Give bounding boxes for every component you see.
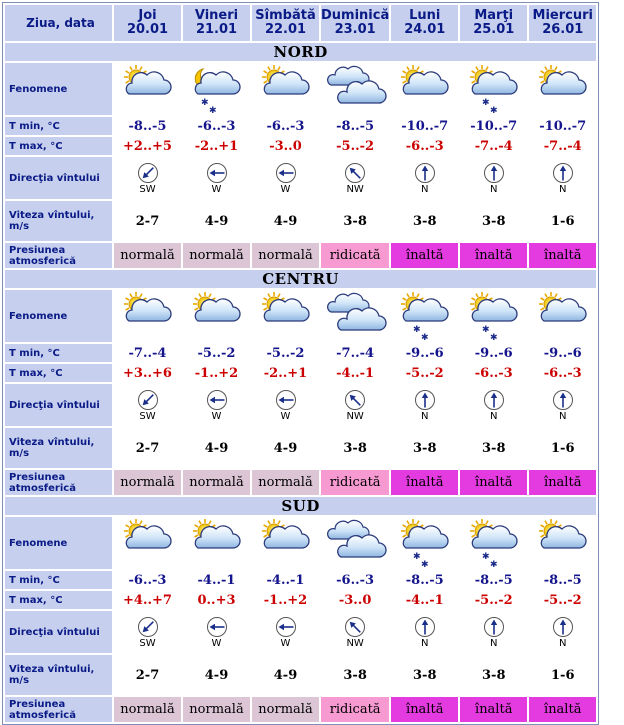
weather-cell xyxy=(529,63,596,115)
day-date: 24.01 xyxy=(404,22,446,37)
wind-direction-text: W xyxy=(280,183,291,195)
tmin-cell: -6..-3 xyxy=(266,118,305,134)
svg-text:✱: ✱ xyxy=(412,325,421,335)
pressure-cell: înaltă xyxy=(391,243,458,268)
pressure-cell: ridicată xyxy=(321,243,389,268)
tmin-cell: -8..-5 xyxy=(474,572,513,588)
wind-arrow-icon xyxy=(252,162,319,184)
wind-direction-text: NW xyxy=(346,637,364,649)
pressure-cell: înaltă xyxy=(460,470,527,495)
sun-cloud-snow-icon xyxy=(460,63,527,115)
day-name: Duminică xyxy=(321,8,390,23)
pressure-row xyxy=(5,243,596,268)
wind-direction-cell xyxy=(114,384,181,426)
wind-speed-cell: 3-8 xyxy=(413,213,437,229)
wind-direction-text: W xyxy=(211,637,222,649)
weather-cell xyxy=(183,290,250,342)
wind-direction-text: N xyxy=(421,183,429,195)
tmin-cell: -5..-2 xyxy=(197,345,236,361)
tmax-row xyxy=(5,364,596,382)
sun-cloud-icon xyxy=(252,63,319,115)
wind-direction-text: W xyxy=(211,183,222,195)
day-header xyxy=(114,5,181,41)
header-row xyxy=(5,5,596,41)
pressure-row xyxy=(5,697,596,722)
wind-direction-cell xyxy=(529,157,596,199)
row-label-press: Presiunea atmosferică xyxy=(5,697,112,722)
wind-speed-cell: 3-8 xyxy=(343,667,367,683)
sun-cloud-icon xyxy=(114,517,181,569)
phenomena-row xyxy=(5,517,596,569)
tmax-cell: +4..+7 xyxy=(123,592,172,608)
tmin-cell: -6..-3 xyxy=(197,118,236,134)
pressure-cell: înaltă xyxy=(529,697,596,722)
pressure-cell: normală xyxy=(183,697,250,722)
day-name: Vineri xyxy=(194,8,239,23)
wind-direction-text: N xyxy=(490,410,498,422)
wind-speed-cell: 4-9 xyxy=(273,667,298,683)
sun-cloud-icon xyxy=(529,517,596,569)
tmin-row xyxy=(5,571,596,589)
sun-cloud-icon xyxy=(183,290,250,342)
row-label-dir: Direcţia vîntului xyxy=(5,611,112,653)
sun-cloud-snow-icon xyxy=(460,517,527,569)
wind-direction-cell xyxy=(183,157,250,199)
wind-arrow-icon xyxy=(460,389,527,411)
pressure-cell: normală xyxy=(114,470,181,495)
wind-arrow-icon xyxy=(321,616,389,638)
tmax-cell: -2..+1 xyxy=(194,138,239,154)
tmax-cell: -6..-3 xyxy=(474,365,513,381)
wind-direction-text: N xyxy=(559,637,567,649)
tmin-cell: -6..-3 xyxy=(336,572,375,588)
tmax-cell: -5..-2 xyxy=(543,592,582,608)
region-name: CENTRU xyxy=(5,270,596,288)
tmax-row xyxy=(5,591,596,609)
row-label-fenomene: Fenomene xyxy=(5,290,112,342)
wind-speed-cell: 4-9 xyxy=(204,667,229,683)
tmin-cell: -8..-5 xyxy=(128,118,167,134)
wind-direction-text: N xyxy=(490,183,498,195)
pressure-cell: înaltă xyxy=(529,243,596,268)
sun-cloud-icon xyxy=(252,290,319,342)
day-date: 23.01 xyxy=(334,22,376,37)
wind-direction-row xyxy=(5,611,596,653)
wind-direction-text: NW xyxy=(346,183,364,195)
wind-arrow-icon xyxy=(114,389,181,411)
day-header xyxy=(391,5,458,41)
pressure-cell: înaltă xyxy=(460,697,527,722)
tmax-cell: -5..-2 xyxy=(336,138,375,154)
wind-speed-cell: 3-8 xyxy=(343,213,367,229)
wind-direction-row xyxy=(5,384,596,426)
wind-direction-cell xyxy=(252,611,319,653)
row-label-tmin: T min, °C xyxy=(5,344,112,362)
wind-speed-cell: 3-8 xyxy=(482,667,506,683)
svg-text:✱: ✱ xyxy=(489,333,498,342)
tmin-cell: -7..-4 xyxy=(128,345,167,361)
wind-arrow-icon xyxy=(391,389,458,411)
wind-direction-cell xyxy=(252,157,319,199)
tmin-cell: -10..-7 xyxy=(539,118,587,134)
pressure-cell: normală xyxy=(252,243,319,268)
row-label-press: Presiunea atmosferică xyxy=(5,470,112,495)
phenomena-row xyxy=(5,63,596,115)
wind-arrow-icon xyxy=(391,162,458,184)
tmin-cell: -4..-1 xyxy=(266,572,305,588)
row-label-dir: Direcţia vîntului xyxy=(5,384,112,426)
region-header-row xyxy=(5,497,596,515)
pressure-cell: normală xyxy=(252,697,319,722)
wind-arrow-icon xyxy=(183,616,250,638)
pressure-cell: normală xyxy=(183,470,250,495)
svg-text:✱: ✱ xyxy=(481,552,490,562)
wind-direction-cell xyxy=(321,611,389,653)
svg-text:✱: ✱ xyxy=(481,98,490,108)
tmin-cell: -9..-6 xyxy=(543,345,582,361)
sun-cloud-icon xyxy=(529,63,596,115)
row-label-speed: Viteza vîntului, m/s xyxy=(5,201,112,241)
weather-cell xyxy=(321,290,389,342)
svg-text:✱: ✱ xyxy=(420,333,429,342)
wind-direction-text: N xyxy=(421,637,429,649)
day-name: Miercuri xyxy=(532,8,593,23)
wind-speed-cell: 3-8 xyxy=(482,440,506,456)
wind-direction-text: W xyxy=(280,410,291,422)
wind-direction-cell xyxy=(391,611,458,653)
tmax-cell: -7..-4 xyxy=(474,138,513,154)
wind-direction-text: SW xyxy=(139,183,156,195)
tmin-cell: -10..-7 xyxy=(401,118,449,134)
pressure-row xyxy=(5,470,596,495)
weather-cell xyxy=(252,517,319,569)
wind-speed-cell: 1-6 xyxy=(551,440,575,456)
tmax-cell: -4..-1 xyxy=(405,592,444,608)
weather-cell xyxy=(114,517,181,569)
day-header xyxy=(321,5,389,41)
tmax-cell: -5..-2 xyxy=(474,592,513,608)
wind-direction-cell xyxy=(529,384,596,426)
tmax-cell: -4..-1 xyxy=(336,365,375,381)
day-date: 26.01 xyxy=(542,22,584,37)
cloudy-icon xyxy=(321,517,389,569)
forecast-table xyxy=(2,2,599,725)
weather-cell xyxy=(252,63,319,115)
day-date: 21.01 xyxy=(195,22,238,37)
pressure-cell: înaltă xyxy=(391,470,458,495)
day-header xyxy=(529,5,596,41)
weather-cell xyxy=(183,517,250,569)
weather-cell xyxy=(529,290,596,342)
tmin-cell: -5..-2 xyxy=(266,345,305,361)
wind-speed-cell: 1-6 xyxy=(551,667,575,683)
wind-direction-text: N xyxy=(490,637,498,649)
tmin-cell: -8..-5 xyxy=(405,572,444,588)
svg-text:✱: ✱ xyxy=(200,98,209,108)
tmax-cell: -3..0 xyxy=(338,592,372,608)
tmax-cell: -1..+2 xyxy=(194,365,239,381)
sun-cloud-icon xyxy=(114,63,181,115)
wind-arrow-icon xyxy=(114,616,181,638)
tmax-cell: -5..-2 xyxy=(405,365,444,381)
pressure-cell: normală xyxy=(114,697,181,722)
row-label-tmax: T max, °C xyxy=(5,591,112,609)
wind-direction-text: N xyxy=(421,410,429,422)
sun-cloud-icon xyxy=(391,63,458,115)
pressure-cell: normală xyxy=(183,243,250,268)
weather-cell xyxy=(460,517,527,569)
svg-text:✱: ✱ xyxy=(208,106,217,115)
pressure-cell: ridicată xyxy=(321,470,389,495)
row-label-tmax: T max, °C xyxy=(5,137,112,155)
header-label: Ziua, data xyxy=(5,5,112,41)
row-label-tmax: T max, °C xyxy=(5,364,112,382)
tmin-cell: -10..-7 xyxy=(470,118,518,134)
weather-cell xyxy=(183,63,250,115)
wind-arrow-icon xyxy=(252,389,319,411)
wind-direction-cell xyxy=(114,611,181,653)
wind-arrow-icon xyxy=(183,162,250,184)
tmax-cell: -1..+2 xyxy=(263,592,308,608)
tmin-cell: -8..-5 xyxy=(336,118,375,134)
tmax-cell: -3..0 xyxy=(269,138,302,154)
wind-arrow-icon xyxy=(321,389,389,411)
wind-direction-text: N xyxy=(559,183,567,195)
wind-arrow-icon xyxy=(183,389,250,411)
pressure-cell: normală xyxy=(252,470,319,495)
tmin-cell: -4..-1 xyxy=(197,572,236,588)
weather-cell xyxy=(460,63,527,115)
wind-direction-cell xyxy=(460,384,527,426)
pressure-cell: normală xyxy=(114,243,181,268)
tmin-cell: -6..-3 xyxy=(128,572,167,588)
weather-cell xyxy=(114,63,181,115)
wind-direction-text: N xyxy=(559,410,567,422)
sun-cloud-icon xyxy=(252,517,319,569)
wind-speed-cell: 4-9 xyxy=(273,440,298,456)
phenomena-row xyxy=(5,290,596,342)
wind-direction-row xyxy=(5,157,596,199)
wind-direction-cell xyxy=(460,157,527,199)
tmax-cell: -6..-3 xyxy=(405,138,444,154)
tmax-cell: -7..-4 xyxy=(543,138,582,154)
row-label-tmin: T min, °C xyxy=(5,571,112,589)
day-name: Marţi xyxy=(474,8,514,23)
weather-cell xyxy=(321,63,389,115)
svg-text:✱: ✱ xyxy=(481,325,490,335)
day-name: Sîmbătă xyxy=(255,8,316,23)
tmin-cell: -9..-6 xyxy=(474,345,513,361)
pressure-cell: înaltă xyxy=(460,243,527,268)
wind-direction-text: SW xyxy=(139,410,156,422)
sun-cloud-snow-icon xyxy=(391,290,458,342)
wind-direction-text: SW xyxy=(139,637,156,649)
wind-arrow-icon xyxy=(321,162,389,184)
cloudy-icon xyxy=(321,63,389,115)
wind-direction-text: W xyxy=(280,637,291,649)
day-header xyxy=(460,5,527,41)
tmin-cell: -7..-4 xyxy=(336,345,375,361)
wind-direction-text: W xyxy=(211,410,222,422)
wind-direction-cell xyxy=(460,611,527,653)
wind-speed-cell: 4-9 xyxy=(204,213,229,229)
region-name: SUD xyxy=(5,497,596,515)
weather-cell xyxy=(321,517,389,569)
cloudy-icon xyxy=(321,290,389,342)
wind-speed-cell: 4-9 xyxy=(204,440,229,456)
svg-text:✱: ✱ xyxy=(412,552,421,562)
tmax-row xyxy=(5,137,596,155)
row-label-dir: Direcţia vîntului xyxy=(5,157,112,199)
sun-cloud-snow-icon xyxy=(460,290,527,342)
pressure-cell: înaltă xyxy=(529,470,596,495)
row-label-tmin: T min, °C xyxy=(5,117,112,135)
wind-speed-row xyxy=(5,428,596,468)
wind-direction-cell xyxy=(183,384,250,426)
pressure-cell: înaltă xyxy=(391,697,458,722)
wind-arrow-icon xyxy=(529,389,596,411)
wind-speed-cell: 3-8 xyxy=(413,667,437,683)
sun-cloud-snow-icon xyxy=(391,517,458,569)
wind-direction-cell xyxy=(321,157,389,199)
forecast-table-body xyxy=(5,5,596,722)
tmin-cell: -8..-5 xyxy=(543,572,582,588)
wind-direction-cell xyxy=(391,157,458,199)
wind-arrow-icon xyxy=(252,616,319,638)
row-label-speed: Viteza vîntului, m/s xyxy=(5,655,112,695)
wind-speed-cell: 2-7 xyxy=(135,213,160,229)
wind-arrow-icon xyxy=(460,162,527,184)
tmax-cell: -6..-3 xyxy=(543,365,582,381)
row-label-fenomene: Fenomene xyxy=(5,63,112,115)
row-label-press: Presiunea atmosferică xyxy=(5,243,112,268)
wind-direction-cell xyxy=(114,157,181,199)
wind-arrow-icon xyxy=(114,162,181,184)
tmax-cell: +2..+5 xyxy=(123,138,172,154)
wind-direction-cell xyxy=(183,611,250,653)
wind-speed-row xyxy=(5,655,596,695)
wind-arrow-icon xyxy=(460,616,527,638)
svg-text:✱: ✱ xyxy=(489,106,498,115)
wind-speed-cell: 3-8 xyxy=(343,440,367,456)
weather-cell xyxy=(391,63,458,115)
tmin-row xyxy=(5,344,596,362)
sun-cloud-icon xyxy=(529,290,596,342)
wind-direction-cell xyxy=(252,384,319,426)
wind-arrow-icon xyxy=(529,162,596,184)
wind-speed-cell: 3-8 xyxy=(413,440,437,456)
wind-speed-cell: 1-6 xyxy=(551,213,575,229)
wind-speed-cell: 2-7 xyxy=(135,667,160,683)
region-name: NORD xyxy=(5,43,596,61)
day-date: 22.01 xyxy=(264,22,307,37)
tmin-cell: -9..-6 xyxy=(405,345,444,361)
tmax-cell: 0..+3 xyxy=(197,592,236,608)
weather-cell xyxy=(252,290,319,342)
day-name: Joi xyxy=(138,8,157,23)
wind-direction-cell xyxy=(391,384,458,426)
weather-cell xyxy=(391,290,458,342)
wind-speed-cell: 2-7 xyxy=(135,440,160,456)
wind-direction-cell xyxy=(321,384,389,426)
sun-cloud-icon xyxy=(114,290,181,342)
wind-speed-cell: 3-8 xyxy=(482,213,506,229)
wind-direction-text: NW xyxy=(346,410,364,422)
wind-speed-cell: 4-9 xyxy=(273,213,298,229)
day-header xyxy=(183,5,250,41)
row-label-fenomene: Fenomene xyxy=(5,517,112,569)
wind-arrow-icon xyxy=(391,616,458,638)
day-name: Luni xyxy=(409,8,441,23)
region-header-row xyxy=(5,270,596,288)
svg-text:✱: ✱ xyxy=(420,560,429,569)
day-date: 20.01 xyxy=(126,22,169,37)
svg-text:✱: ✱ xyxy=(489,560,498,569)
pressure-cell: ridicată xyxy=(321,697,389,722)
region-header-row xyxy=(5,43,596,61)
weather-cell xyxy=(460,290,527,342)
tmax-cell: -2..+1 xyxy=(263,365,308,381)
wind-direction-cell xyxy=(529,611,596,653)
weather-cell xyxy=(391,517,458,569)
row-label-speed: Viteza vîntului, m/s xyxy=(5,428,112,468)
moon-cloud-snow-icon xyxy=(183,63,250,115)
sun-cloud-icon xyxy=(183,517,250,569)
day-header xyxy=(252,5,319,41)
day-date: 25.01 xyxy=(473,22,515,37)
weather-cell xyxy=(114,290,181,342)
tmax-cell: +3..+6 xyxy=(123,365,172,381)
wind-arrow-icon xyxy=(529,616,596,638)
weather-cell xyxy=(529,517,596,569)
wind-speed-row xyxy=(5,201,596,241)
tmin-row xyxy=(5,117,596,135)
